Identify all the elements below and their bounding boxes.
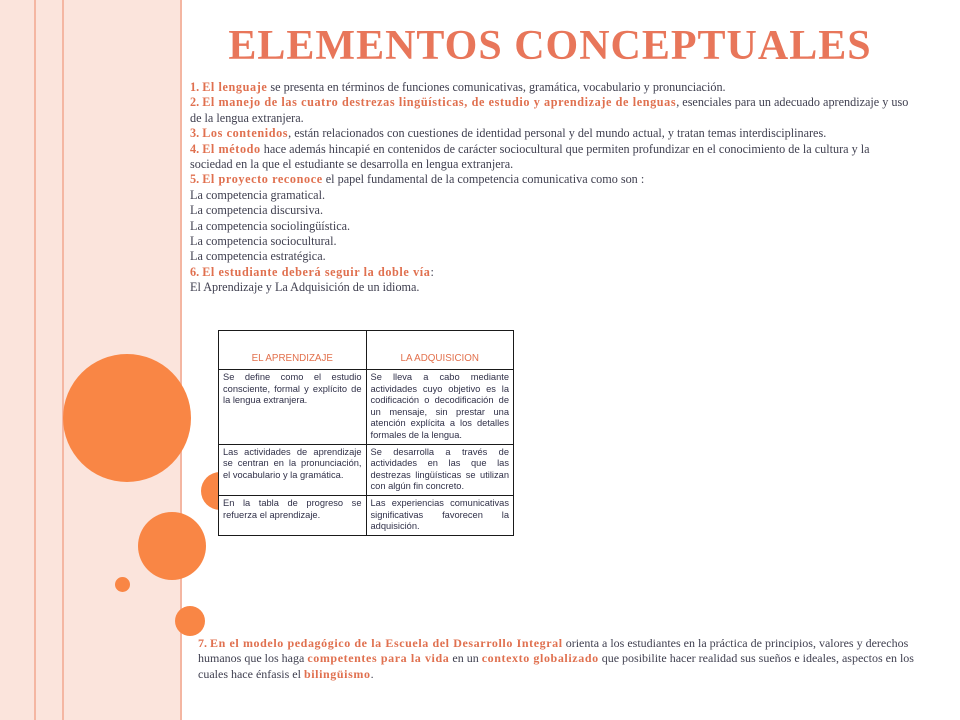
item-number: 5.: [190, 172, 200, 187]
header-adquisicion: LA ADQUISICION: [366, 331, 514, 370]
item-highlight: El estudiante deberá seguir la doble vía: [202, 264, 431, 279]
conceptual-elements-list: [190, 80, 910, 296]
item-text: , esenciales para un adecuado aprendizaje y uso de la lengua extranjera.: [190, 95, 909, 125]
competencia-item: La competencia estratégica.: [190, 249, 326, 264]
header-aprendizaje: EL APRENDIZAJE: [219, 331, 367, 370]
item-number: 2.: [190, 95, 200, 110]
item-text: :: [430, 264, 434, 279]
item-number: 3.: [190, 126, 200, 141]
item-number: 4.: [190, 141, 200, 156]
decorative-circle-large: [63, 354, 191, 482]
table-row: [219, 444, 514, 495]
closing-text: .: [370, 666, 374, 681]
closing-highlight: competentes para la vida: [307, 651, 450, 666]
item-4: [190, 142, 910, 173]
table-cell: Las experiencias comunicativas significativas favorecen la adquisición.: [366, 495, 514, 535]
table-cell: Se lleva a cabo mediante actividades cuyo objetivo es la codificación o decodificación de un mensaje, sin prestar una atención explícita a los detalles formales de la lengua.: [366, 370, 514, 445]
competencia-item: La competencia sociolingüística.: [190, 218, 351, 233]
closing-paragraph: [198, 636, 918, 682]
closing-highlight: bilingüismo: [303, 666, 371, 681]
item-highlight: El manejo de las cuatro destrezas lingüísticas, de estudio y aprendizaje de lenguas: [202, 95, 677, 110]
decorative-circle-medium: [138, 512, 206, 580]
item-number: 6.: [190, 264, 200, 279]
closing-highlight: En el modelo pedagógico de la Escuela del Desarrollo Integral: [210, 636, 563, 650]
item-6: [190, 265, 910, 280]
item-highlight: El lenguaje: [202, 80, 268, 94]
table-cell: En la tabla de progreso se refuerza el aprendizaje.: [219, 495, 367, 535]
table-cell: Las actividades de aprendizaje se centran en la pronunciación, el vocabulario y la gramática.: [219, 444, 367, 495]
closing-highlight: contexto globalizado: [481, 651, 599, 666]
item-number: 7.: [198, 636, 207, 650]
closing-text: en un: [449, 651, 482, 666]
table-header-row: [219, 331, 514, 370]
decorative-circle-small-bottom: [175, 606, 205, 636]
closing-text: que posibilite hacer realidad sus sueños e ideales, aspectos en los cuales hace énfasis el: [198, 651, 914, 681]
item-highlight: El método: [202, 141, 261, 156]
item-2: [190, 95, 910, 126]
competencia-item: La competencia sociocultural.: [190, 234, 337, 249]
item-highlight: Los contenidos: [202, 126, 289, 141]
comparison-table: [218, 330, 514, 536]
slide-title: ELEMENTOS CONCEPTUALES: [228, 23, 872, 69]
stripe-line: [34, 0, 36, 720]
table-row: [219, 370, 514, 445]
item-highlight: El proyecto reconoce: [202, 172, 323, 187]
item-5: [190, 172, 910, 187]
competencia-item: La competencia discursiva.: [190, 203, 323, 218]
item-3: [190, 126, 910, 141]
item-text: se presenta en términos de funciones comunicativas, gramática, vocabulario y pronunciación.: [267, 80, 726, 94]
item-text: el papel fundamental de la competencia comunicativa como son :: [322, 172, 645, 187]
decorative-circle-dot: [115, 577, 130, 592]
item-6-line: El Aprendizaje y La Adquisición de un idioma.: [190, 280, 420, 295]
closing-text: orienta a los estudiantes en la práctica de principios, valores y derechos humanos que los haga: [198, 636, 909, 666]
table-cell: Se desarrolla a través de actividades en las que las destrezas lingüísticas se utilizan con algún fin concreto.: [366, 444, 514, 495]
competencia-item: La competencia gramatical.: [190, 187, 326, 202]
item-text: , están relacionados con cuestiones de identidad personal y del mundo actual, y tratan temas interdisciplinares.: [288, 126, 827, 141]
item-text: hace además hincapié en contenidos de carácter sociocultural que permiten profundizar en el conocimiento de la cultura y la sociedad en la que el estudiante se desarrolla en lengua extranjera.: [190, 141, 870, 172]
table-row: [219, 495, 514, 535]
item-1: [190, 80, 910, 95]
table-cell: Se define como el estudio consciente, formal y explícito de la lengua extranjera.: [219, 370, 367, 445]
item-number: 1.: [190, 80, 200, 94]
stripe-line: [62, 0, 64, 720]
